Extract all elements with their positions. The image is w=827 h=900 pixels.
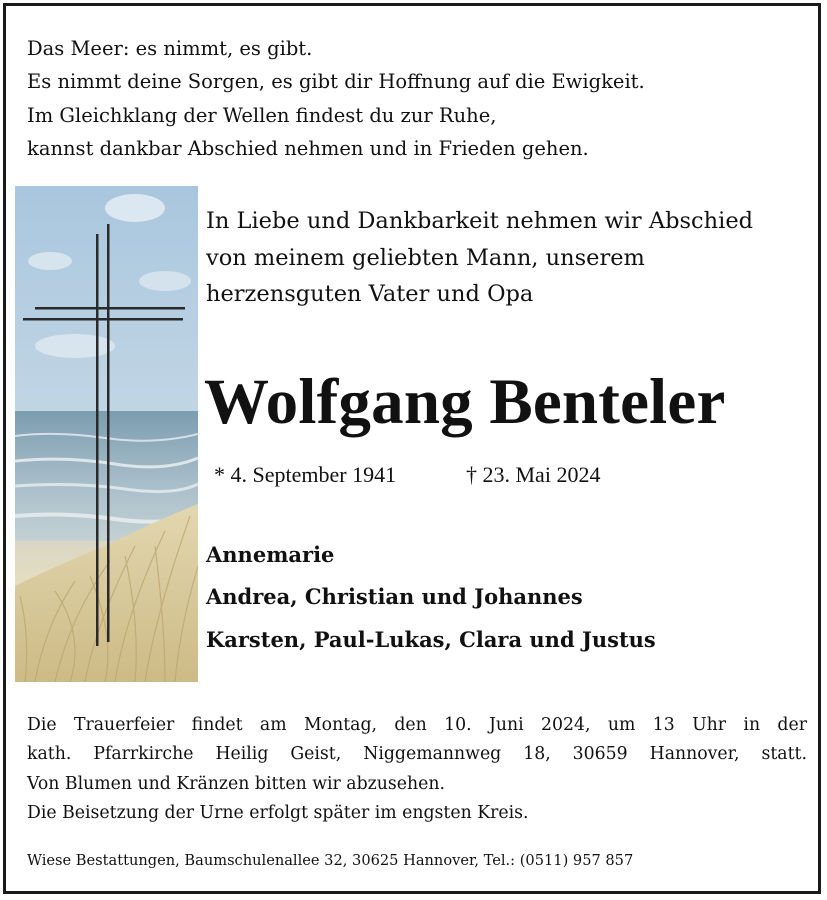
mourner-line: Karsten, Paul-Lukas, Clara und Justus bbox=[206, 626, 656, 652]
sea-dunes-photo bbox=[15, 186, 198, 682]
undertaker-info: Wiese Bestattungen, Baumschulenallee 32, 30625 Hannover, Tel.: (0511) 957 857 bbox=[27, 852, 634, 869]
deceased-name: Wolfgang Benteler bbox=[204, 366, 726, 438]
mourner-line: Annemarie bbox=[206, 542, 335, 567]
death-date: † 23. Mai 2024 bbox=[466, 462, 601, 487]
birth-date: * 4. September 1941 bbox=[214, 462, 397, 487]
notice-line: Die Beisetzung der Urne erfolgt später im engsten Kreis. bbox=[27, 802, 529, 823]
mourner-line: Andrea, Christian und Johannes bbox=[206, 584, 583, 610]
poem-line: Das Meer: es nimmt, es gibt. bbox=[27, 37, 313, 60]
poem-line: Im Gleichklang der Wellen findest du zur Ruhe, bbox=[27, 103, 497, 127]
notice-line: kath. Pfarrkirche Heilig Geist, Niggemannweg 18, 30659 Hannover, statt. bbox=[27, 744, 807, 765]
poem-line: Es nimmt deine Sorgen, es gibt dir Hoffnung auf die Ewigkeit. bbox=[27, 70, 645, 94]
poem bbox=[27, 32, 787, 165]
mourners-list bbox=[206, 534, 806, 661]
notice-line: Die Trauerfeier findet am Montag, den 10. Juni 2024, um 13 Uhr in der bbox=[27, 715, 807, 735]
intro-line: In Liebe und Dankbarkeit nehmen wir Abschied bbox=[206, 208, 754, 234]
poem-line: kannst dankbar Abschied nehmen und in Frieden gehen. bbox=[27, 136, 589, 160]
notice-line: Von Blumen und Kränzen bitten wir abzusehen. bbox=[27, 773, 445, 794]
funeral-notice bbox=[27, 711, 807, 828]
intro-line: von meinem geliebten Mann, unserem bbox=[206, 244, 645, 271]
intro-text bbox=[206, 203, 806, 313]
intro-line: herzensguten Vater und Opa bbox=[206, 281, 534, 307]
